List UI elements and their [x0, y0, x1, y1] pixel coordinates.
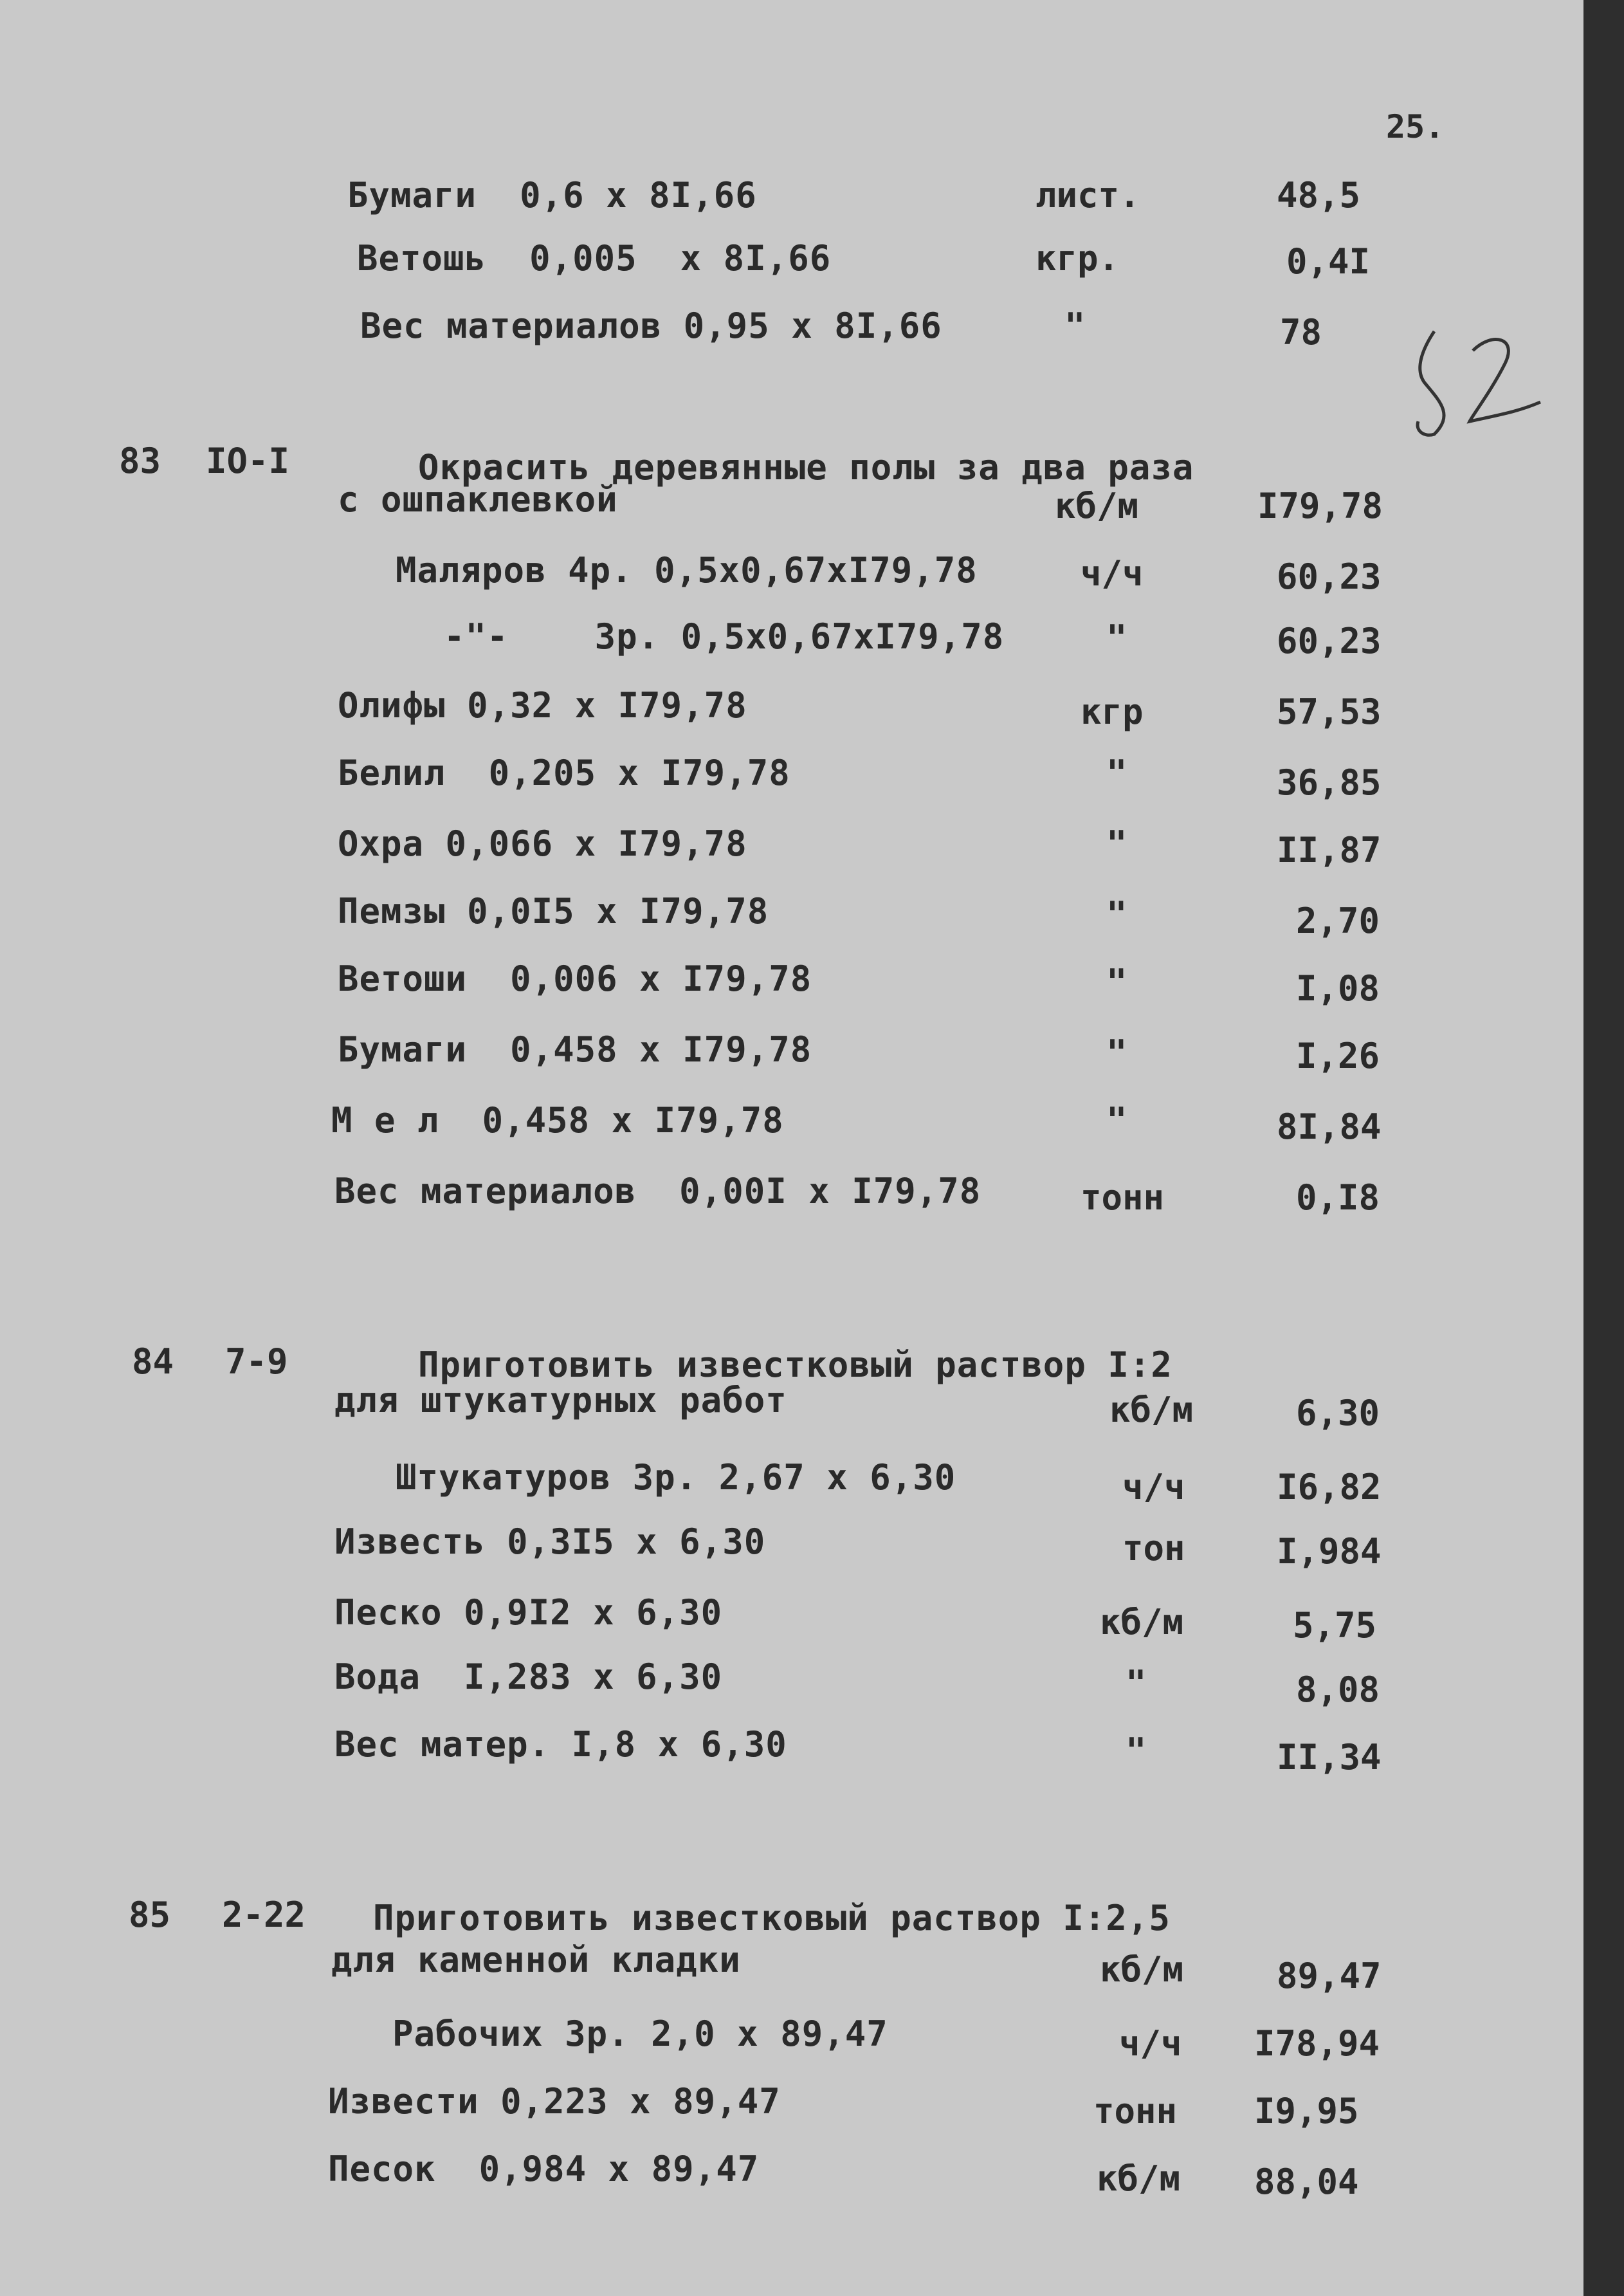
- line-text: Пемзы 0,0I5 х I79,78: [338, 891, 769, 932]
- line-text: Извести 0,223 х 89,47: [328, 2081, 781, 2122]
- line-unit: ": [1106, 962, 1127, 1002]
- line-value: I,08: [1296, 968, 1380, 1009]
- scan-border: [1583, 0, 1624, 2296]
- section-value: I79,78: [1257, 486, 1383, 526]
- line-value: 36,85: [1277, 762, 1382, 803]
- section-title: Окрасить деревянные полы за два раза: [418, 447, 1194, 488]
- line-value: I78,94: [1254, 2023, 1380, 2064]
- line-text: Вес материалов 0,95 х 8I,66: [360, 306, 942, 346]
- line-text: Известь 0,3I5 х 6,30: [334, 1521, 766, 1562]
- line-unit: ": [1106, 1033, 1127, 1073]
- line-value: 8I,84: [1277, 1107, 1382, 1147]
- item-code: 7-9: [225, 1341, 288, 1382]
- line-unit: тонн: [1081, 1177, 1165, 1218]
- line-unit: кб/м: [1097, 2158, 1181, 2199]
- line-value: 8,08: [1296, 1669, 1380, 1710]
- line-unit: ": [1126, 1663, 1147, 1704]
- item-number: 84: [132, 1341, 174, 1382]
- line-unit: ч/ч: [1081, 553, 1144, 594]
- section-unit: кб/м: [1109, 1390, 1194, 1430]
- line-text: Рабочих 3р. 2,0 х 89,47: [392, 2014, 888, 2054]
- line-value: 5,75: [1293, 1605, 1377, 1646]
- line-text: Ветошь 0,005 х 8I,66: [357, 238, 832, 279]
- line-value: I,26: [1296, 1036, 1380, 1076]
- line-value: 60,23: [1277, 556, 1382, 597]
- line-value: 2,70: [1296, 901, 1380, 941]
- line-value: 78: [1280, 312, 1322, 353]
- line-unit: кб/м: [1100, 1602, 1184, 1642]
- line-unit: ч/ч: [1122, 1467, 1185, 1507]
- line-value: 48,5: [1277, 175, 1361, 216]
- line-text: Вода I,283 х 6,30: [334, 1657, 723, 1697]
- line-unit: ч/ч: [1119, 2023, 1182, 2064]
- line-unit: тон: [1122, 1528, 1185, 1568]
- section-title-cont: для штукатурных работ: [334, 1380, 787, 1420]
- section-unit: кб/м: [1100, 1949, 1184, 1990]
- line-value: 0,4I: [1286, 241, 1371, 282]
- line-value: I9,95: [1254, 2091, 1359, 2131]
- line-unit: ": [1106, 894, 1127, 935]
- handwritten-page-number: [1409, 325, 1544, 441]
- line-value: I6,82: [1277, 1467, 1382, 1507]
- line-text: Штукатуров 3р. 2,67 х 6,30: [396, 1457, 956, 1498]
- line-value: 57,53: [1277, 692, 1382, 732]
- line-value: II,34: [1277, 1737, 1382, 1777]
- line-unit: ": [1126, 1731, 1147, 1771]
- line-text: Белил 0,205 х I79,78: [338, 753, 790, 793]
- line-unit: ": [1064, 306, 1086, 346]
- line-text: Ветоши 0,006 х I79,78: [338, 959, 812, 999]
- section-title-cont: для каменной кладки: [331, 1940, 741, 1980]
- item-number: 85: [129, 1895, 171, 1935]
- section-title-cont: с ошпаклевкой: [338, 479, 618, 520]
- line-text: Бумаги 0,6 х 8I,66: [347, 175, 757, 216]
- line-unit: лист.: [1036, 175, 1140, 216]
- line-value: 0,I8: [1296, 1177, 1380, 1218]
- line-text: Охра 0,066 х I79,78: [338, 823, 747, 864]
- line-text: М е л 0,458 х I79,78: [331, 1100, 784, 1141]
- page-number: 25.: [1386, 108, 1445, 145]
- line-text: Вес материалов 0,00I х I79,78: [334, 1171, 981, 1211]
- line-value: 60,23: [1277, 621, 1382, 661]
- line-text: Бумаги 0,458 х I79,78: [338, 1029, 812, 1070]
- section-unit: кб/м: [1055, 486, 1139, 526]
- item-number: 83: [119, 441, 161, 481]
- line-value: I,984: [1277, 1531, 1382, 1572]
- line-unit: кгр: [1081, 692, 1144, 732]
- line-text: -"- 3р. 0,5х0,67хI79,78: [444, 616, 1005, 657]
- line-text: Маляров 4р. 0,5х0,67хI79,78: [396, 550, 978, 591]
- line-value: 88,04: [1254, 2162, 1359, 2202]
- line-value: II,87: [1277, 830, 1382, 870]
- line-unit: ": [1106, 618, 1127, 658]
- section-title: Приготовить известковый раствор I:2: [418, 1345, 1172, 1385]
- line-text: Песок 0,984 х 89,47: [328, 2149, 760, 2189]
- section-value: 6,30: [1296, 1393, 1380, 1433]
- item-code: 2-22: [222, 1895, 306, 1935]
- item-code: IO-I: [206, 441, 290, 481]
- line-unit: ": [1106, 1100, 1127, 1141]
- line-text: Песко 0,9I2 х 6,30: [334, 1592, 723, 1633]
- line-unit: ": [1106, 753, 1127, 793]
- line-unit: кгр.: [1036, 238, 1120, 279]
- section-value: 89,47: [1277, 1956, 1382, 1996]
- section-title: Приготовить известковый раствор I:2,5: [373, 1898, 1171, 1938]
- line-unit: ": [1106, 823, 1127, 864]
- line-text: Олифы 0,32 х I79,78: [338, 685, 747, 726]
- line-unit: тонн: [1093, 2091, 1178, 2131]
- line-text: Вес матер. I,8 х 6,30: [334, 1724, 787, 1765]
